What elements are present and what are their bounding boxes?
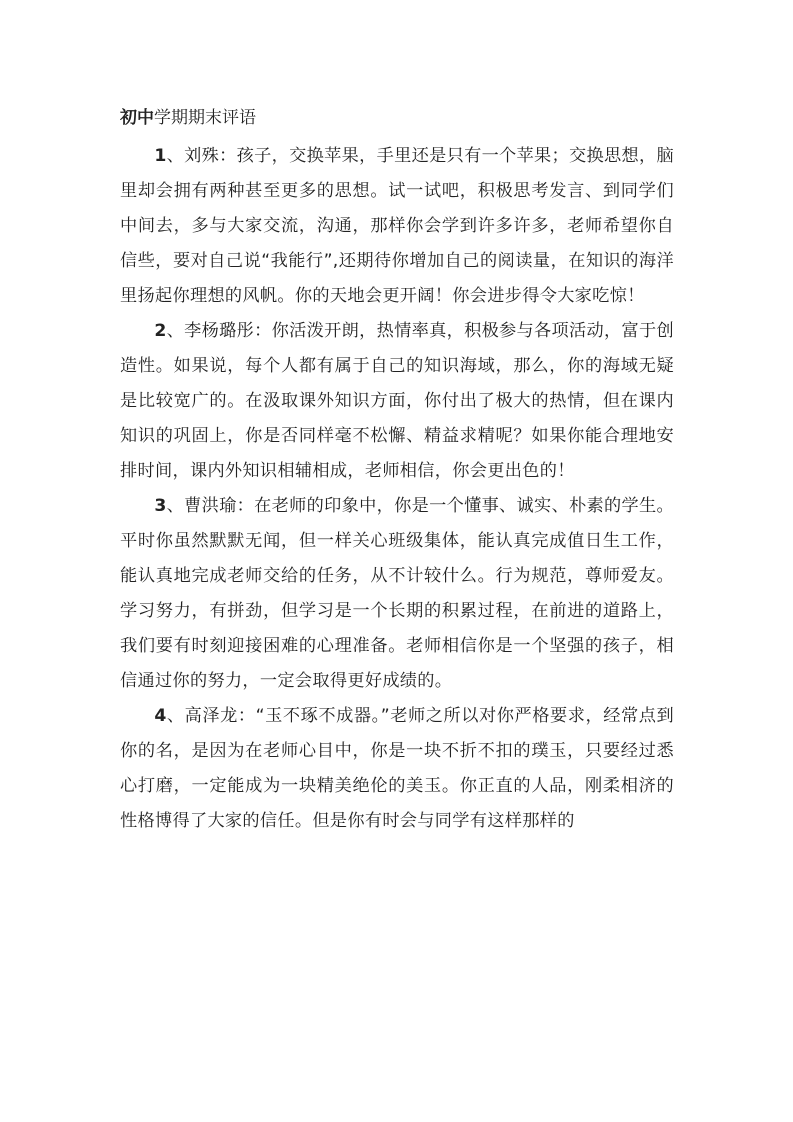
title-rest: 学期期末评语	[154, 108, 256, 128]
paragraph-number: 4	[154, 706, 167, 726]
paragraph-number: 3	[154, 496, 167, 516]
paragraph-text: 、刘殊：孩子，交换苹果，手里还是只有一个苹果；交换思想，脑里却会拥有两种甚至更多的思想。试一试吧，积极思考发言、到同学们中间去，多与大家交流，沟通，那样你会学到许多许多，老师希望你自信些，要对自己说“我能行”,还期待你增加自己的阅读量，在知识的海洋里扬起你理想的风帆。你的天地会更开阔！你会进步得令大家吃惊！	[120, 146, 674, 306]
comment-paragraph-2	[120, 314, 674, 489]
paragraph-number: 1	[154, 146, 167, 166]
paragraph-number: 2	[154, 321, 167, 341]
comment-paragraph-1	[120, 139, 674, 314]
document-title	[120, 104, 674, 132]
comment-paragraph-4	[120, 699, 674, 839]
title-bold-part: 初中	[120, 108, 154, 128]
comment-paragraph-3	[120, 489, 674, 699]
paragraph-text: 、曹洪瑜：在老师的印象中，你是一个懂事、诚实、朴素的学生。平时你虽然默默无闻，但一样关心班级集体，能认真完成值日生工作，能认真地完成老师交给的任务，从不计较什么。行为规范，尊师爱友。学习努力，有拼劲，但学习是一个长期的积累过程，在前进的道路上，我们要有时刻迎接困难的心理准备。老师相信你是一个坚强的孩子，相信通过你的努力，一定会取得更好成绩的。	[120, 496, 674, 691]
paragraph-text: 、高泽龙：“玉不琢不成器。”老师之所以对你严格要求，经常点到你的名，是因为在老师心目中，你是一块不折不扣的璞玉，只要经过悉心打磨，一定能成为一块精美绝伦的美玉。你正直的人品，刚柔相济的性格博得了大家的信任。但是你有时会与同学有这样那样的	[120, 706, 674, 831]
document-page	[120, 104, 674, 839]
paragraph-text: 、李杨璐彤：你活泼开朗，热情率真，积极参与各项活动，富于创造性。如果说，每个人都有属于自己的知识海域，那么，你的海域无疑是比较宽广的。在汲取课外知识方面，你付出了极大的热情，但在课内知识的巩固上，你是否同样毫不松懈、精益求精呢？如果你能合理地安排时间，课内外知识相辅相成，老师相信，你会更出色的！	[120, 321, 674, 481]
